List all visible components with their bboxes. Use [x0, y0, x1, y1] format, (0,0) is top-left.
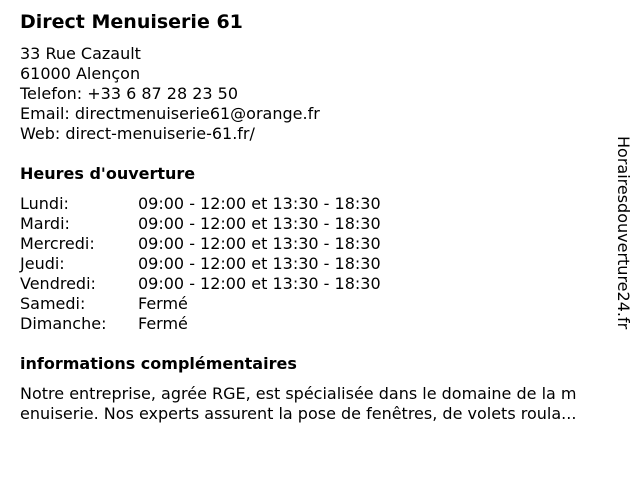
- hours-row-saturday: [20, 294, 381, 314]
- hours-row-wednesday: [20, 234, 381, 254]
- description-line: Notre entreprise, agrée RGE, est spécialisée dans le domaine de la m: [20, 384, 577, 403]
- watermark-text: Horairesdouverture24.fr: [614, 136, 633, 330]
- opening-hours-table: [20, 194, 381, 334]
- hours-row-friday: [20, 274, 381, 294]
- day-label: Vendredi:: [20, 274, 96, 293]
- day-label: Jeudi:: [20, 254, 65, 273]
- time-range: 09:00 - 12:00 et 13:30 - 18:30: [138, 194, 381, 213]
- hours-row-tuesday: [20, 214, 381, 234]
- hours-row-sunday: [20, 314, 381, 334]
- time-range: Fermé: [138, 294, 188, 313]
- day-label: Dimanche:: [20, 314, 107, 333]
- additional-info-heading: informations complémentaires: [20, 354, 297, 373]
- phone-number[interactable]: Telefon: +33 6 87 28 23 50: [20, 84, 239, 103]
- time-range: 09:00 - 12:00 et 13:30 - 18:30: [138, 254, 381, 273]
- opening-hours-heading: Heures d'ouverture: [20, 164, 196, 183]
- time-range: 09:00 - 12:00 et 13:30 - 18:30: [138, 214, 381, 233]
- hours-row-monday: [20, 194, 381, 214]
- time-range: 09:00 - 12:00 et 13:30 - 18:30: [138, 234, 381, 253]
- day-label: Samedi:: [20, 294, 86, 313]
- contact-block: [20, 44, 320, 144]
- business-description: [20, 384, 620, 424]
- address-street: 33 Rue Cazault: [20, 44, 141, 63]
- day-label: Mardi:: [20, 214, 70, 233]
- day-label: Mercredi:: [20, 234, 95, 253]
- email-address[interactable]: Email: directmenuiserie61@orange.fr: [20, 104, 320, 123]
- business-name: Direct Menuiserie 61: [20, 11, 243, 33]
- website-link[interactable]: Web: direct-menuiserie-61.fr/: [20, 124, 255, 143]
- hours-row-thursday: [20, 254, 381, 274]
- site-watermark: [612, 136, 634, 346]
- description-line: enuiserie. Nos experts assurent la pose de fenêtres, de volets roula...: [20, 404, 577, 423]
- time-range: 09:00 - 12:00 et 13:30 - 18:30: [138, 274, 381, 293]
- day-label: Lundi:: [20, 194, 69, 213]
- address-city: 61000 Alençon: [20, 64, 141, 83]
- time-range: Fermé: [138, 314, 188, 333]
